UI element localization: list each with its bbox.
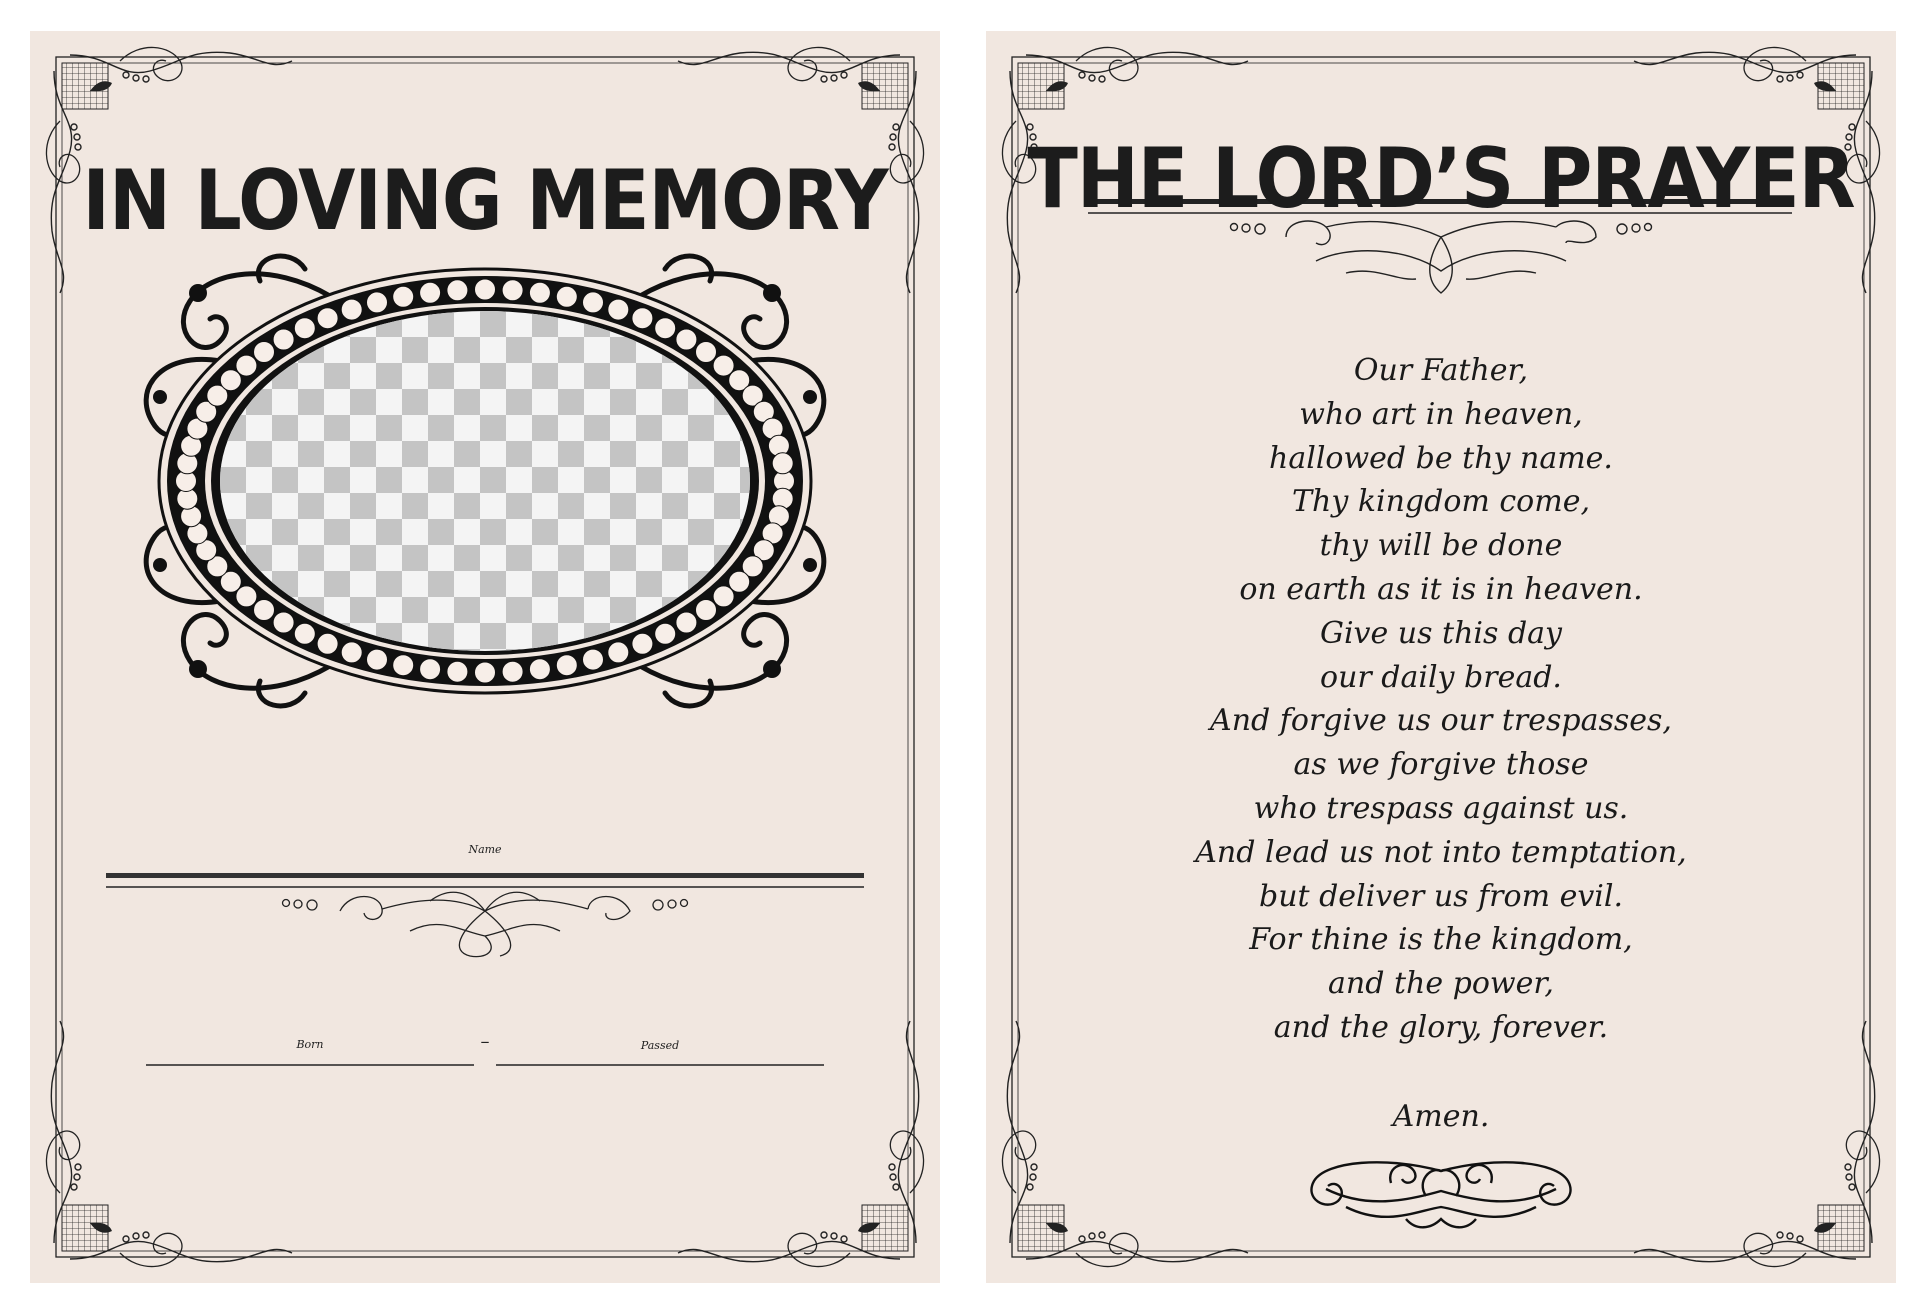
pearl-bead bbox=[772, 453, 793, 474]
pearl-bead bbox=[236, 355, 257, 376]
prayer-line: but deliver us from evil. bbox=[1258, 878, 1623, 914]
checker-cell bbox=[506, 597, 532, 623]
checker-cell bbox=[558, 545, 584, 571]
checker-cell bbox=[532, 519, 558, 545]
pearl-bead bbox=[583, 649, 604, 670]
corner-flourish-icon bbox=[46, 1021, 292, 1267]
checker-cell bbox=[610, 493, 636, 519]
checker-cell bbox=[402, 597, 428, 623]
prayer-line: as we forgive those bbox=[1293, 747, 1589, 783]
checker-cell bbox=[350, 441, 376, 467]
checker-cell bbox=[428, 467, 454, 493]
pearl-bead bbox=[583, 292, 604, 313]
checker-cell bbox=[662, 493, 688, 519]
prayer-line: our daily bread. bbox=[1320, 659, 1562, 695]
checker-cell bbox=[428, 415, 454, 441]
prayer-line: thy will be done bbox=[1319, 528, 1563, 564]
checker-cell bbox=[376, 363, 402, 389]
checker-cell bbox=[480, 311, 506, 337]
checker-cell bbox=[584, 467, 610, 493]
prayer-text bbox=[986, 349, 1896, 1050]
checker-cell bbox=[376, 571, 402, 597]
pearl-bead bbox=[317, 308, 338, 329]
page-title: THE LORD’S PRAYER bbox=[1027, 131, 1855, 228]
checker-cell bbox=[454, 389, 480, 415]
pearl-bead bbox=[556, 655, 577, 676]
page-title: IN LOVING MEMORY bbox=[82, 153, 888, 250]
pearl-bead bbox=[502, 280, 523, 301]
checker-cell bbox=[532, 363, 558, 389]
checker-cell bbox=[714, 493, 740, 519]
checker-cell bbox=[428, 571, 454, 597]
checker-cell bbox=[714, 441, 740, 467]
prayer-line: Thy kingdom come, bbox=[1292, 484, 1590, 520]
pearl-bead bbox=[447, 661, 468, 682]
checker-cell bbox=[610, 337, 636, 363]
pearl-bead bbox=[367, 292, 388, 313]
checker-cell bbox=[324, 363, 350, 389]
pearl-bead bbox=[696, 600, 717, 621]
prayer-line: who trespass against us. bbox=[1253, 790, 1629, 826]
checker-cell bbox=[532, 415, 558, 441]
checker-cell bbox=[350, 337, 376, 363]
pearl-bead bbox=[632, 308, 653, 329]
checker-cell bbox=[636, 415, 662, 441]
checker-cell bbox=[688, 467, 714, 493]
prayer-line: on earth as it is in heaven. bbox=[1239, 571, 1643, 607]
pearl-bead bbox=[341, 642, 362, 663]
checker-cell bbox=[298, 441, 324, 467]
pearl-bead bbox=[447, 280, 468, 301]
memorial-card-front bbox=[30, 31, 940, 1283]
checker-cell bbox=[636, 519, 662, 545]
checker-cell bbox=[558, 493, 584, 519]
checker-cell bbox=[402, 337, 428, 363]
pearl-bead bbox=[696, 342, 717, 363]
checker-cell bbox=[480, 623, 506, 649]
pearl-bead bbox=[608, 642, 629, 663]
checker-cell bbox=[350, 493, 376, 519]
checker-cell bbox=[220, 467, 246, 493]
pearl-bead bbox=[713, 586, 734, 607]
checker-cell bbox=[688, 519, 714, 545]
checker-cell bbox=[636, 571, 662, 597]
pearl-bead bbox=[655, 623, 676, 644]
checker-cell bbox=[558, 337, 584, 363]
checker-cell bbox=[376, 519, 402, 545]
pearl-bead bbox=[273, 612, 294, 633]
checker-cell bbox=[454, 441, 480, 467]
checker-cell bbox=[376, 415, 402, 441]
checker-cell bbox=[532, 571, 558, 597]
checker-cell bbox=[454, 597, 480, 623]
checker-cell bbox=[532, 623, 558, 649]
checker-cell bbox=[558, 389, 584, 415]
checker-cell bbox=[532, 467, 558, 493]
name-label: Name bbox=[468, 843, 502, 856]
pearl-bead bbox=[393, 286, 414, 307]
checker-cell bbox=[246, 441, 272, 467]
checker-cell bbox=[662, 441, 688, 467]
pearl-bead bbox=[294, 318, 315, 339]
checker-cell bbox=[584, 571, 610, 597]
checker-cell bbox=[610, 545, 636, 571]
pearl-bead bbox=[676, 612, 697, 633]
checker-cell bbox=[298, 545, 324, 571]
checker-cell bbox=[402, 389, 428, 415]
pearl-bead bbox=[502, 661, 523, 682]
checker-cell bbox=[506, 337, 532, 363]
checker-cell bbox=[350, 545, 376, 571]
checker-cell bbox=[272, 519, 298, 545]
checker-cell bbox=[558, 441, 584, 467]
checker-cell bbox=[480, 571, 506, 597]
pearl-bead bbox=[676, 329, 697, 350]
checker-cell bbox=[402, 441, 428, 467]
checker-cell bbox=[428, 311, 454, 337]
corner-flourish-icon bbox=[678, 1021, 924, 1267]
checker-cell bbox=[298, 389, 324, 415]
prayer-line: And forgive us our trespasses, bbox=[1210, 703, 1672, 739]
checker-cell bbox=[246, 493, 272, 519]
pearl-bead bbox=[341, 299, 362, 320]
pearl-bead bbox=[393, 655, 414, 676]
checker-cell bbox=[480, 467, 506, 493]
checker-cell bbox=[428, 363, 454, 389]
checker-cell bbox=[324, 519, 350, 545]
prayer-line: who art in heaven, bbox=[1299, 396, 1583, 432]
checker-cell bbox=[324, 467, 350, 493]
pearl-bead bbox=[317, 633, 338, 654]
checker-cell bbox=[324, 415, 350, 441]
prayer-line: hallowed be thy name. bbox=[1269, 440, 1613, 476]
checker-cell bbox=[324, 571, 350, 597]
checker-cell bbox=[454, 493, 480, 519]
checker-cell bbox=[376, 467, 402, 493]
scroll-divider-icon bbox=[1231, 221, 1652, 293]
checker-cell bbox=[272, 467, 298, 493]
checker-cell bbox=[402, 493, 428, 519]
checker-cell bbox=[714, 649, 740, 675]
checker-cell bbox=[636, 467, 662, 493]
checker-cell bbox=[298, 493, 324, 519]
checker-cell bbox=[480, 415, 506, 441]
pearl-bead bbox=[420, 659, 441, 680]
checker-cell bbox=[506, 389, 532, 415]
checker-cell bbox=[584, 519, 610, 545]
checker-cell bbox=[454, 337, 480, 363]
pearl-bead bbox=[632, 633, 653, 654]
pearl-bead bbox=[655, 318, 676, 339]
pearl-bead bbox=[475, 662, 496, 683]
checker-cell bbox=[402, 545, 428, 571]
passed-label: Passed bbox=[640, 1039, 680, 1052]
checker-cell bbox=[480, 363, 506, 389]
ornate-oval-frame-icon bbox=[146, 256, 824, 706]
date-separator: – bbox=[480, 1031, 490, 1052]
prayer-line: and the power, bbox=[1328, 966, 1554, 1002]
checker-cell bbox=[584, 415, 610, 441]
checker-cell bbox=[506, 493, 532, 519]
pearl-bead bbox=[254, 600, 275, 621]
pearl-bead bbox=[367, 649, 388, 670]
pearl-bead bbox=[475, 279, 496, 300]
swirl-ornament-icon bbox=[1311, 1162, 1570, 1227]
born-label: Born bbox=[296, 1038, 324, 1051]
checker-cell bbox=[584, 363, 610, 389]
pearl-bead bbox=[529, 282, 550, 303]
pearl-bead bbox=[556, 286, 577, 307]
memorial-card-back bbox=[986, 31, 1896, 1283]
corner-flourish-icon bbox=[1634, 1021, 1880, 1267]
pearl-bead bbox=[420, 282, 441, 303]
checker-cell bbox=[662, 389, 688, 415]
checker-cell bbox=[688, 415, 714, 441]
checker-cell bbox=[350, 597, 376, 623]
checker-cell bbox=[246, 649, 272, 675]
checker-cell bbox=[636, 363, 662, 389]
prayer-line: Give us this day bbox=[1320, 615, 1562, 651]
pearl-bead bbox=[273, 329, 294, 350]
checker-cell bbox=[350, 389, 376, 415]
checker-cell bbox=[480, 519, 506, 545]
checker-cell bbox=[428, 623, 454, 649]
pearl-bead bbox=[608, 299, 629, 320]
prayer-line: Our Father, bbox=[1353, 353, 1529, 388]
corner-flourish-icon bbox=[1002, 1021, 1248, 1267]
checker-cell bbox=[610, 389, 636, 415]
checker-cell bbox=[428, 519, 454, 545]
pearl-bead bbox=[254, 342, 275, 363]
checker-cell bbox=[454, 545, 480, 571]
checker-cell bbox=[506, 545, 532, 571]
pearl-bead bbox=[529, 659, 550, 680]
checker-cell bbox=[662, 545, 688, 571]
checker-cell bbox=[610, 441, 636, 467]
checker-cell bbox=[506, 441, 532, 467]
prayer-line: And lead us not into temptation, bbox=[1195, 834, 1687, 870]
checker-cell bbox=[558, 597, 584, 623]
scroll-divider-icon bbox=[283, 892, 688, 956]
checker-cell bbox=[272, 415, 298, 441]
pearl-bead bbox=[294, 623, 315, 644]
prayer-line: For thine is the kingdom, bbox=[1249, 922, 1633, 958]
checker-cell bbox=[610, 597, 636, 623]
prayer-line: and the glory, forever. bbox=[1273, 1009, 1609, 1045]
amen-text: Amen. bbox=[1392, 1099, 1490, 1134]
